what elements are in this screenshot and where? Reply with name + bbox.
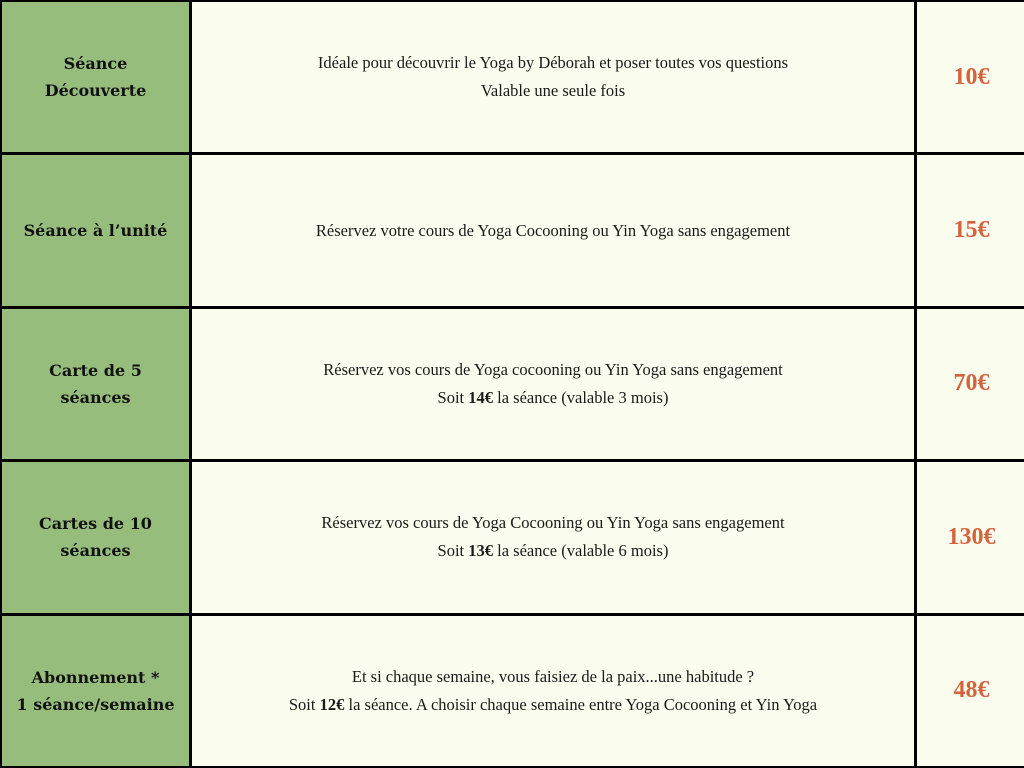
row-price-abonnement <box>917 616 1024 766</box>
description-suffix: la séance. A choisir chaque semaine entre Yoga Cocooning et Yin Yoga <box>344 694 818 714</box>
price-value: 48€ <box>953 677 990 704</box>
row-label-carte-10 <box>2 462 189 612</box>
row-label-text: Séance Découverte <box>44 54 147 101</box>
row-label-text: séances <box>60 541 131 561</box>
row-label-text: Abonnement * <box>31 667 160 687</box>
description-prefix: Soit <box>437 541 469 561</box>
price-value: 70€ <box>953 370 990 397</box>
description-suffix: la séance (valable 6 mois) <box>493 541 669 561</box>
description-suffix: la séance (valable 3 mois) <box>493 387 669 407</box>
row-label-abonnement <box>2 616 189 766</box>
row-price-decouverte <box>917 2 1024 152</box>
row-label-text: Séance à l’unité <box>23 221 168 241</box>
description-line: Réservez votre cours de Yoga Cocooning ou Yin Yoga sans engagement <box>315 220 791 240</box>
row-label-unite <box>2 155 189 305</box>
row-label-text: Carte de 5 séances <box>49 360 142 407</box>
price-value: 15€ <box>953 217 990 244</box>
row-label-text: Cartes de 10 <box>39 514 152 534</box>
row-description-unite <box>192 155 914 305</box>
description-line: Réservez vos cours de Yoga Cocooning ou Yin Yoga sans engagement <box>321 513 785 533</box>
unit-price-bold: 13€ <box>468 541 493 561</box>
row-description-decouverte <box>192 2 914 152</box>
row-description-carte-10 <box>192 462 914 612</box>
row-description-abonnement <box>192 616 914 766</box>
row-price-unite <box>917 155 1024 305</box>
row-label-decouverte <box>2 2 189 152</box>
description-line <box>289 691 817 719</box>
description-line <box>438 537 669 565</box>
description-line <box>438 384 669 412</box>
row-price-carte-5 <box>917 309 1024 459</box>
row-label-wrap <box>39 510 152 564</box>
price-value: 130€ <box>947 523 996 550</box>
row-label-carte-5 <box>2 309 189 459</box>
description-prefix: Soit <box>437 387 469 407</box>
description-line: Valable une seule fois <box>480 81 626 101</box>
unit-price-bold: 12€ <box>319 694 345 714</box>
description-line: Idéale pour découvrir le Yoga by Déborah et poser toutes vos questions <box>317 53 789 73</box>
row-label-wrap <box>16 664 174 718</box>
unit-price-bold: 14€ <box>468 387 493 407</box>
row-label-text: 1 séance/semaine <box>16 694 175 714</box>
price-value: 10€ <box>953 63 990 90</box>
row-description-carte-5 <box>192 309 914 459</box>
row-price-carte-10 <box>917 462 1024 612</box>
description-line: Et si chaque semaine, vous faisiez de la paix...une habitude ? <box>351 666 755 686</box>
description-prefix: Soit <box>288 694 320 714</box>
description-line: Réservez vos cours de Yoga cocooning ou Yin Yoga sans engagement <box>323 359 783 379</box>
